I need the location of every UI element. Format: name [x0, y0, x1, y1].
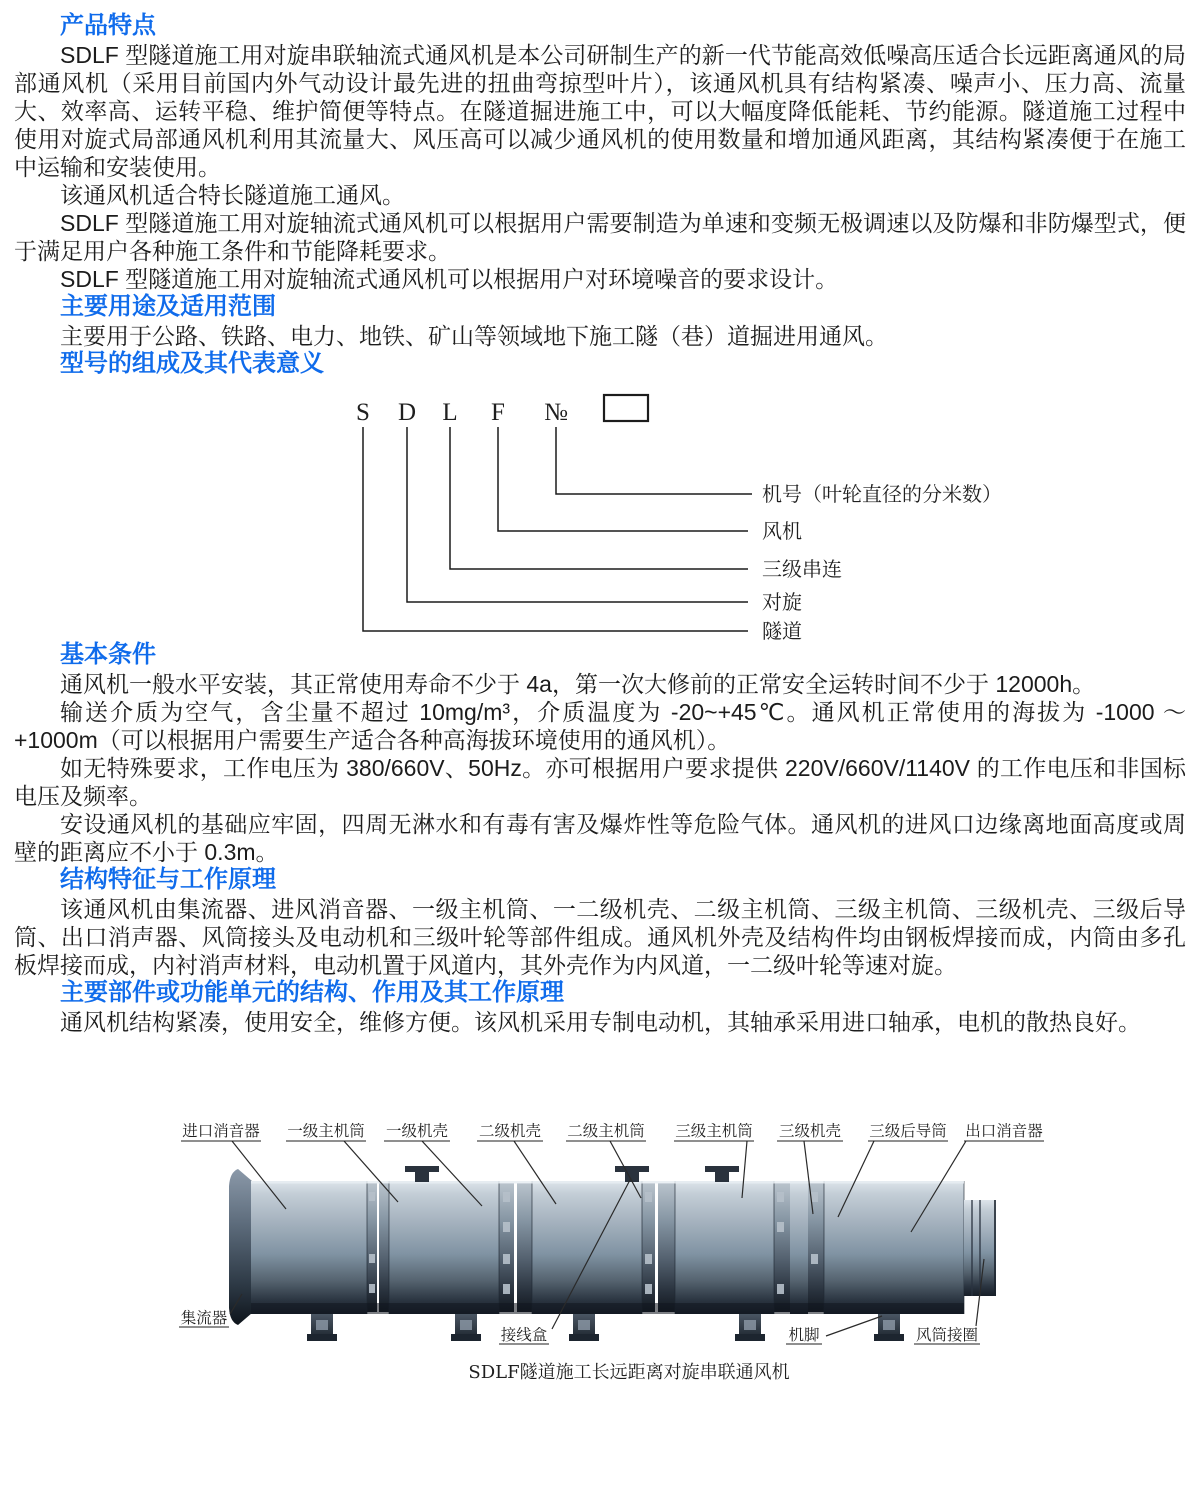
paragraph: 安设通风机的基础应牢固，四周无淋水和有毒有害及爆炸性等危险气体。通风机的进风口边缘离地面高度或周壁的距离应不小于 0.3m。: [14, 811, 1186, 865]
paragraph: 该通风机适合特长隧道施工通风。: [60, 182, 405, 208]
part-label-stage3-rear-guide: 三级后导筒: [869, 1122, 947, 1140]
paragraph: 通风机一般水平安装，其正常使用寿命不少于 4a，第一次大修前的正常安全运转时间不少于 12000h。: [60, 671, 1096, 697]
model-code-diagram: [14, 379, 1200, 641]
section-heading-model-composition: 型号的组成及其代表意义: [60, 350, 324, 377]
paragraph: 如无特殊要求，工作电压为 380/660V、50Hz。亦可根据用户要求提供 220V/660V/1140V 的工作电压和非国标电压及频率。: [14, 755, 1186, 809]
paragraph: SDLF 型隧道施工用对旋串联轴流式通风机是本公司研制生产的新一代节能高效低噪高压适合长远距离通风的局部通风机（采用目前国内外气动设计最先进的扭曲弯掠型叶片），该通风机具有结构紧凑、噪声小、压力高、流量大、效率高、运转平稳、维护简便等特点。在隧道掘进施工中，可以大幅度降低能耗、节约能源。隧道施工过程中使用对旋式局部通风机利用其流量大、风压高可以减少通风机的使用数量和增加通风距离，其结构紧凑便于在施工中运输和安装使用。: [14, 42, 1186, 180]
part-label-stage3-main-barrel: 三级主机筒: [675, 1122, 753, 1140]
paragraph: SDLF 型隧道施工用对旋轴流式通风机可以根据用户需要制造为单速和变频无极调速以及防爆和非防爆型式，便于满足用户各种施工条件和节能降耗要求。: [14, 210, 1186, 264]
model-letter-no: №: [544, 399, 568, 426]
section-heading-product-features: 产品特点: [60, 12, 156, 39]
model-meaning-three-stage-series: 三级串连: [762, 559, 842, 581]
figure-caption: SDLF隧道施工长远距离对旋串联通风机: [468, 1362, 790, 1383]
part-label-stage1-main-barrel: 一级主机筒: [287, 1122, 365, 1140]
joint-band: [658, 1183, 675, 1312]
paragraph: 通风机结构紧凑，使用安全，维修方便。该风机采用专制电动机，其轴承采用进口轴承，电机的散热良好。: [60, 1009, 1141, 1035]
joint-band: [379, 1183, 389, 1312]
part-label-inlet-silencer: 进口消音器: [182, 1122, 260, 1140]
leader-line: [826, 1316, 882, 1336]
section-heading-basic-conditions: 基本条件: [60, 641, 156, 668]
part-label-junction-box: 接线盒: [500, 1326, 548, 1344]
model-letter-l: L: [442, 399, 458, 426]
model-meaning-fan: 风机: [762, 521, 802, 543]
paragraph: 输送介质为空气，含尘量不超过 10mg/m³，介质温度为 -20~+45℃。通风机正常使用的海拔为 -1000 ～ +1000m（可以根据用户需要生产适合各种高海拔环境使用的通风机）。: [14, 699, 1186, 753]
connector-line: [556, 427, 752, 494]
paragraph: 该通风机由集流器、进风消音器、一级主机筒、一二级机壳、二级主机筒、三级主机筒、三级机壳、三级后导筒、出口消声器、风筒接头及电动机和三级叶轮等部件组成。通风机外壳及结构件均由钢板焊接而成，内筒由多孔板焊接而成，内衬消声材料，电动机置于风道内，其外壳作为内风道，一二级叶轮等速对旋。: [14, 896, 1186, 978]
joint-band: [517, 1183, 532, 1312]
inlet-bell: [229, 1169, 252, 1325]
section-heading-structure-principle: 结构特征与工作原理: [60, 866, 276, 893]
part-label-duct-ring: 风筒接圈: [915, 1326, 979, 1344]
section-inlet-silencer: [251, 1181, 367, 1314]
model-meaning-number: 机号（叶轮直径的分米数）: [762, 484, 1002, 506]
connector-line: [407, 427, 748, 602]
part-label-machine-foot: 机脚: [788, 1326, 820, 1344]
section-stage1-main: [389, 1181, 499, 1314]
part-label-stage3-casing: 三级机壳: [778, 1122, 842, 1140]
model-number-box: [604, 395, 648, 421]
section-stage3-main: [675, 1181, 774, 1314]
joint-band: [808, 1183, 824, 1312]
connector-line: [450, 427, 748, 569]
paragraph: SDLF 型隧道施工用对旋轴流式通风机可以根据用户对环境噪音的要求设计。: [60, 266, 839, 292]
part-label-collector: 集流器: [180, 1309, 228, 1327]
top-rim-highlight: [251, 1181, 964, 1184]
section-heading-main-components: 主要部件或功能单元的结构、作用及其工作原理: [60, 979, 564, 1006]
model-letter-f: F: [491, 399, 505, 426]
model-meaning-tunnel: 隧道: [762, 621, 802, 641]
part-label-outlet-silencer: 出口消音器: [965, 1122, 1043, 1140]
bottom-shadow-band: [251, 1303, 964, 1314]
part-label-stage2-main-barrel: 二级主机筒: [567, 1122, 645, 1140]
model-meaning-counter-rotating: 对旋: [762, 592, 802, 614]
section-stage3-casing-mid: [790, 1181, 808, 1314]
connector-line: [498, 427, 748, 531]
lifting-lugs: [405, 1166, 739, 1182]
model-letter-s: S: [356, 399, 370, 426]
paragraph: 主要用于公路、铁路、电力、地铁、矿山等领域地下施工隧（巷）道掘进用通风。: [60, 323, 888, 349]
section-stage2-main: [532, 1181, 642, 1314]
fan-assembly-figure: [14, 1114, 1200, 1406]
model-letter-d: D: [397, 399, 417, 426]
part-label-stage1-casing: 一级机壳: [385, 1122, 449, 1140]
section-heading-main-uses: 主要用途及适用范围: [60, 293, 276, 320]
part-label-stage2-casing: 二级机壳: [478, 1122, 542, 1140]
